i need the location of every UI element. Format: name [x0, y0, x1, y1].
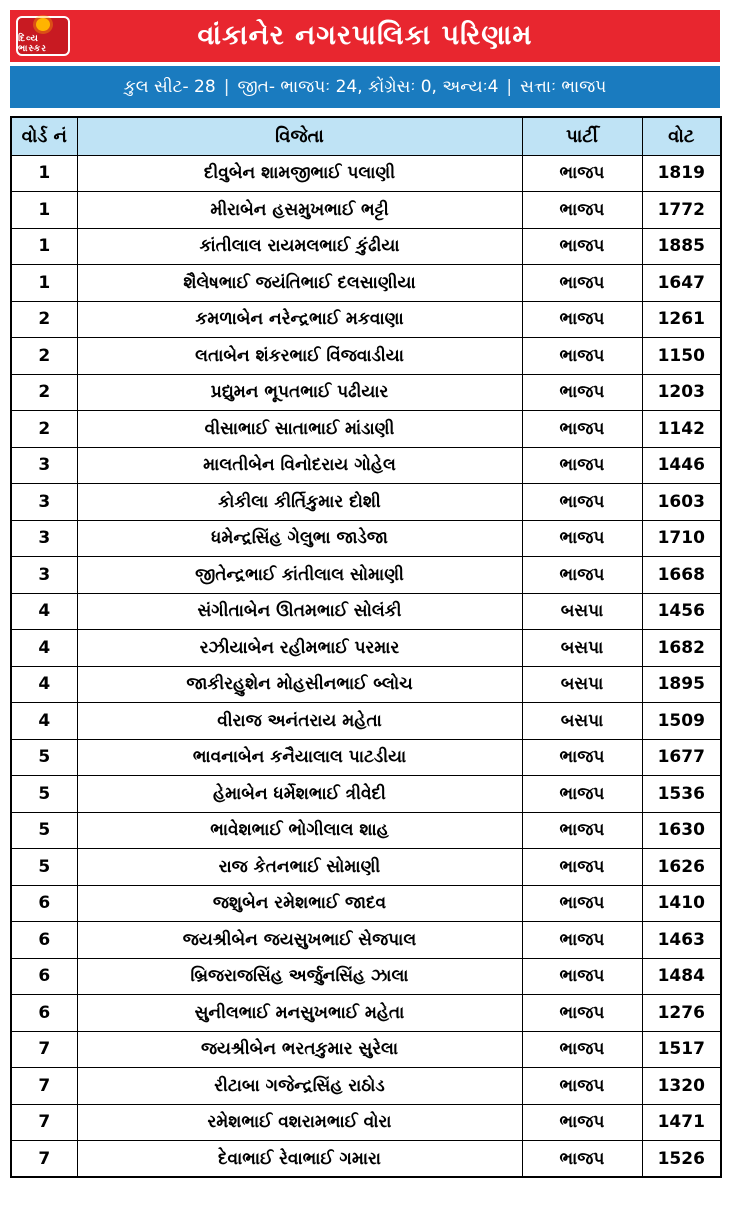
cell-ward: 3 — [11, 520, 77, 557]
cell-votes: 1626 — [642, 849, 721, 886]
cell-ward: 3 — [11, 557, 77, 594]
cell-winner: રીટાબા ગજેન્દ્રસિંહ રાઠોડ — [77, 1068, 522, 1105]
table-row — [11, 265, 721, 302]
table-row — [11, 958, 721, 995]
cell-ward: 4 — [11, 703, 77, 740]
cell-party: ભાજપ — [522, 484, 642, 521]
cell-winner: રાજ કેતનભાઈ સોમાણી — [77, 849, 522, 886]
cell-ward: 5 — [11, 776, 77, 813]
cell-party: ભાજપ — [522, 557, 642, 594]
cell-winner: રઝીયાબેન રહીમભાઈ પરમાર — [77, 630, 522, 667]
cell-votes: 1647 — [642, 265, 721, 302]
summary-power: સત્તાઃ ભાજપ — [520, 77, 607, 97]
cell-votes: 1682 — [642, 630, 721, 667]
cell-winner: દેવાભાઈ રેવાભાઈ ગમારા — [77, 1141, 522, 1178]
cell-winner: ભાવનાબેન કનૈયાલાલ પાટડીયા — [77, 739, 522, 776]
table-row — [11, 520, 721, 557]
sun-icon — [36, 18, 50, 31]
table-row — [11, 411, 721, 448]
cell-party: બસપા — [522, 630, 642, 667]
cell-ward: 6 — [11, 922, 77, 959]
cell-votes: 1456 — [642, 593, 721, 630]
table-header-row — [11, 117, 721, 155]
cell-party: ભાજપ — [522, 776, 642, 813]
table-row — [11, 739, 721, 776]
summary-separator: | — [223, 77, 230, 97]
table-row — [11, 630, 721, 667]
cell-ward: 2 — [11, 374, 77, 411]
cell-ward: 4 — [11, 630, 77, 667]
cell-winner: હેમાબેન ધર્મેશભાઈ ત્રીવેદી — [77, 776, 522, 813]
cell-winner: વીરાજ અનંતરાય મહેતા — [77, 703, 522, 740]
cell-ward: 1 — [11, 265, 77, 302]
cell-party: ભાજપ — [522, 1104, 642, 1141]
cell-votes: 1819 — [642, 155, 721, 192]
table-row — [11, 374, 721, 411]
table-row — [11, 922, 721, 959]
cell-votes: 1276 — [642, 995, 721, 1032]
header-votes: વોટ — [642, 117, 721, 155]
cell-ward: 6 — [11, 958, 77, 995]
cell-party: ભાજપ — [522, 338, 642, 375]
divya-bhaskar-logo — [16, 16, 70, 56]
cell-votes: 1410 — [642, 885, 721, 922]
cell-winner: ધમેન્દ્રસિંહ ગેલુભા જાડેજા — [77, 520, 522, 557]
cell-party: ભાજપ — [522, 849, 642, 886]
table-row — [11, 776, 721, 813]
cell-votes: 1320 — [642, 1068, 721, 1105]
table-row — [11, 1068, 721, 1105]
table-row — [11, 885, 721, 922]
logo-text: દિવ્ય ભાસ્કર — [18, 34, 47, 54]
cell-party: ભાજપ — [522, 228, 642, 265]
cell-party: ભાજપ — [522, 1068, 642, 1105]
table-row — [11, 593, 721, 630]
summary-won: જીત- ભાજપઃ 24, કોંગ્રેસઃ 0, અન્યઃ4 — [237, 77, 499, 97]
header-party: પાર્ટી — [522, 117, 642, 155]
cell-winner: મીરાબેન હસમુખભાઈ ભટ્ટી — [77, 192, 522, 229]
title-bar — [10, 10, 720, 62]
cell-winner: સુનીલભાઈ મનસુખભાઈ મહેતા — [77, 995, 522, 1032]
cell-winner: લતાબેન શંકરભાઈ વિંજવાડીયા — [77, 338, 522, 375]
table-row — [11, 338, 721, 375]
cell-ward: 3 — [11, 484, 77, 521]
table-row — [11, 1104, 721, 1141]
cell-votes: 1772 — [642, 192, 721, 229]
cell-votes: 1885 — [642, 228, 721, 265]
cell-ward: 2 — [11, 338, 77, 375]
table-row — [11, 484, 721, 521]
cell-ward: 4 — [11, 666, 77, 703]
cell-ward: 6 — [11, 995, 77, 1032]
cell-winner: સંગીતાબેન ઊતમભાઈ સોલંકી — [77, 593, 522, 630]
cell-ward: 7 — [11, 1031, 77, 1068]
cell-party: ભાજપ — [522, 922, 642, 959]
cell-party: ભાજપ — [522, 447, 642, 484]
summary-total-seats: કુલ સીટ- 28 — [123, 77, 216, 97]
cell-votes: 1203 — [642, 374, 721, 411]
cell-votes: 1261 — [642, 301, 721, 338]
cell-votes: 1150 — [642, 338, 721, 375]
cell-ward: 3 — [11, 447, 77, 484]
table-row — [11, 666, 721, 703]
summary-separator: | — [506, 77, 513, 97]
results-table — [10, 116, 722, 1178]
cell-votes: 1603 — [642, 484, 721, 521]
cell-votes: 1526 — [642, 1141, 721, 1178]
cell-ward: 6 — [11, 885, 77, 922]
cell-ward: 2 — [11, 301, 77, 338]
summary-bar — [10, 66, 720, 108]
cell-party: ભાજપ — [522, 155, 642, 192]
cell-winner: શૈલેષભાઈ જયંતિભાઈ દલસાણીયા — [77, 265, 522, 302]
cell-party: ભાજપ — [522, 374, 642, 411]
cell-votes: 1463 — [642, 922, 721, 959]
cell-winner: કોકીલા કીર્તિકુમાર દોશી — [77, 484, 522, 521]
cell-party: ભાજપ — [522, 301, 642, 338]
cell-party: ભાજપ — [522, 995, 642, 1032]
cell-winner: જયશ્રીબેન ભરતકુમાર સુરેલા — [77, 1031, 522, 1068]
table-row — [11, 228, 721, 265]
cell-party: ભાજપ — [522, 192, 642, 229]
cell-winner: વીસાભાઈ સાતાભાઈ માંડાણી — [77, 411, 522, 448]
cell-ward: 4 — [11, 593, 77, 630]
cell-votes: 1677 — [642, 739, 721, 776]
cell-votes: 1895 — [642, 666, 721, 703]
cell-winner: પ્રદ્યુમન ભૂપતભાઈ પઢીયાર — [77, 374, 522, 411]
table-row — [11, 1141, 721, 1178]
cell-ward: 7 — [11, 1141, 77, 1178]
cell-party: ભાજપ — [522, 265, 642, 302]
cell-votes: 1630 — [642, 812, 721, 849]
table-row — [11, 812, 721, 849]
cell-party: ભાજપ — [522, 885, 642, 922]
table-row — [11, 849, 721, 886]
cell-winner: જશુબેન રમેશભાઈ જાદવ — [77, 885, 522, 922]
table-body — [11, 155, 721, 1177]
table-row — [11, 557, 721, 594]
cell-votes: 1446 — [642, 447, 721, 484]
header-ward: વોર્ડ નં — [11, 117, 77, 155]
cell-votes: 1536 — [642, 776, 721, 813]
cell-party: ભાજપ — [522, 739, 642, 776]
cell-votes: 1142 — [642, 411, 721, 448]
cell-ward: 1 — [11, 192, 77, 229]
cell-party: બસપા — [522, 666, 642, 703]
cell-winner: બ્રિજરાજસિંહ અર્જુનસિંહ ઝાલા — [77, 958, 522, 995]
cell-winner: દીવુબેન શામજીભાઈ પલાણી — [77, 155, 522, 192]
table-row — [11, 301, 721, 338]
table-row — [11, 995, 721, 1032]
cell-winner: ભાવેશભાઈ ભોગીલાલ શાહ — [77, 812, 522, 849]
cell-party: ભાજપ — [522, 520, 642, 557]
cell-ward: 1 — [11, 228, 77, 265]
table-row — [11, 447, 721, 484]
cell-ward: 7 — [11, 1104, 77, 1141]
cell-party: બસપા — [522, 593, 642, 630]
cell-ward: 7 — [11, 1068, 77, 1105]
cell-winner: જાકીરહુશેન મોહસીનભાઈ બ્લોચ — [77, 666, 522, 703]
table-row — [11, 155, 721, 192]
cell-ward: 2 — [11, 411, 77, 448]
cell-ward: 5 — [11, 812, 77, 849]
cell-party: ભાજપ — [522, 812, 642, 849]
cell-party: ભાજપ — [522, 1031, 642, 1068]
cell-winner: કાંતીલાલ રાયમલભાઈ કુંઢીયા — [77, 228, 522, 265]
table-row — [11, 1031, 721, 1068]
header-winner: વિજેતા — [77, 117, 522, 155]
cell-party: ભાજપ — [522, 1141, 642, 1178]
cell-votes: 1509 — [642, 703, 721, 740]
cell-party: ભાજપ — [522, 958, 642, 995]
cell-winner: રમેશભાઈ વશરામભાઈ વોરા — [77, 1104, 522, 1141]
page-title: વાંકાનેર નગરપાલિકા પરિણામ — [197, 20, 533, 51]
cell-votes: 1668 — [642, 557, 721, 594]
cell-votes: 1710 — [642, 520, 721, 557]
table-row — [11, 192, 721, 229]
cell-votes: 1484 — [642, 958, 721, 995]
cell-winner: માલતીબેન વિનોદરાય ગોહેલ — [77, 447, 522, 484]
cell-votes: 1471 — [642, 1104, 721, 1141]
cell-winner: જયશ્રીબેન જયસુખભાઈ સેજપાલ — [77, 922, 522, 959]
cell-ward: 5 — [11, 739, 77, 776]
cell-winner: કમળાબેન નરેન્દ્રભાઈ મકવાણા — [77, 301, 522, 338]
cell-ward: 5 — [11, 849, 77, 886]
cell-ward: 1 — [11, 155, 77, 192]
cell-party: બસપા — [522, 703, 642, 740]
cell-winner: જીતેન્દ્રભાઈ કાંતીલાલ સોમાણી — [77, 557, 522, 594]
cell-party: ભાજપ — [522, 411, 642, 448]
cell-votes: 1517 — [642, 1031, 721, 1068]
table-row — [11, 703, 721, 740]
